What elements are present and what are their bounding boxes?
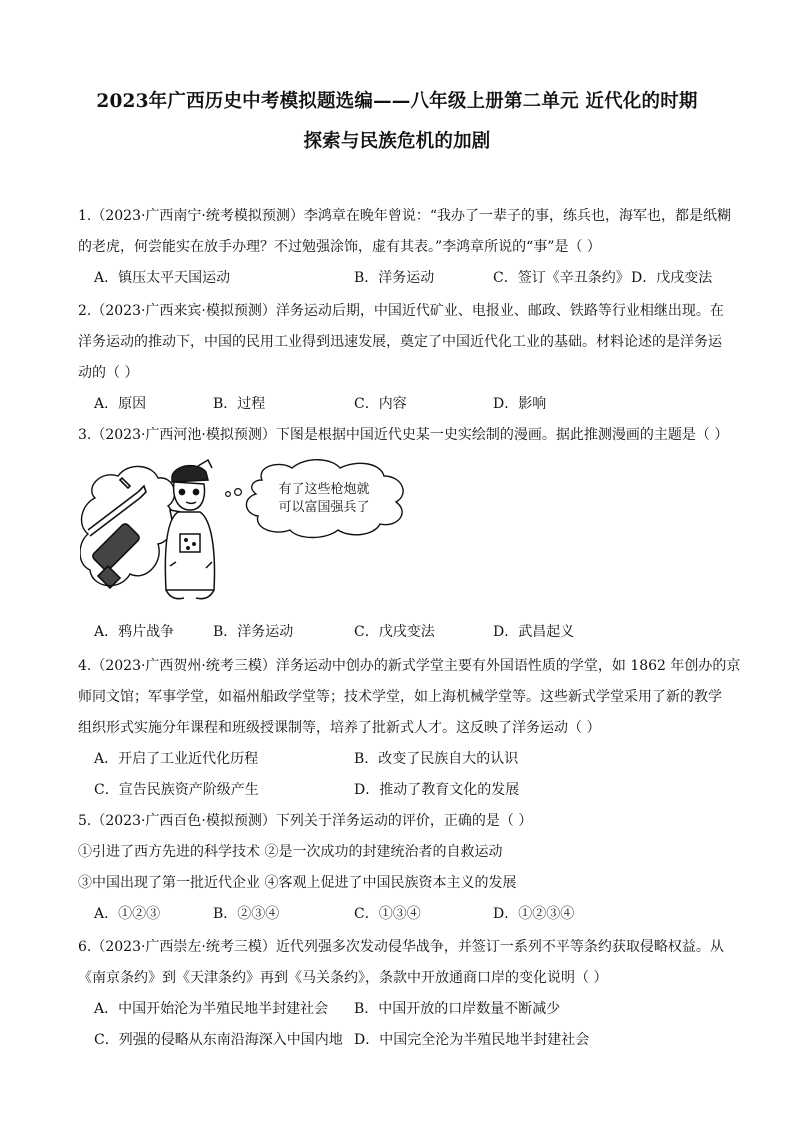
q3-option-a: A．鸦片战争 — [94, 624, 175, 640]
q4-option-a: A．开启了工业近代化历程 — [94, 751, 259, 767]
q2-option-d: D．影响 — [493, 396, 547, 412]
speech-text-line1: 有了这些枪炮就 — [278, 482, 370, 497]
q2-stem-line2: 洋务运动的推动下，中国的民用工业得到迅速发展，奠定了中国近代化工业的基础。材料论述的是洋务运 — [78, 334, 722, 350]
q4-stem-line1: 4.（2023·广西贺州·统考三模）洋务运动中创办的新式学堂主要有外国语性质的学堂，如 1862 年创办的京 — [78, 658, 741, 674]
q6-option-c: C．列强的侵略从东南沿海深入中国内地 — [94, 1032, 343, 1048]
q5-option-d: D．①②③④ — [493, 906, 575, 922]
q5-statement-3-4: ③中国出现了第一批近代企业 ④客观上促进了中国民族资本主义的发展 — [78, 875, 517, 891]
q2-stem-line3: 动的（ ） — [78, 365, 139, 381]
q5-option-b: B．②③④ — [213, 906, 280, 922]
q6-option-a: A．中国开始沦为半殖民地半封建社会 — [94, 1001, 329, 1017]
qing-official-figure — [165, 460, 214, 599]
q3-option-b: B．洋务运动 — [213, 624, 294, 640]
speech-cloud — [246, 460, 403, 538]
q2-option-a: A．原因 — [94, 396, 147, 412]
q3-cartoon — [80, 458, 450, 608]
page-title-line2: 探索与民族危机的加剧 — [303, 131, 491, 152]
speech-text-line2: 可以富国强兵了 — [278, 500, 370, 515]
q1-option-d: D．戊戌变法 — [631, 270, 713, 286]
q6-option-d: D．中国完全沦为半殖民地半封建社会 — [354, 1032, 590, 1048]
cannon-illustration — [91, 522, 140, 588]
q6-stem-line2: 《南京条约》到《天津条约》再到《马关条约》，条款中开放通商口岸的变化说明（ ） — [78, 970, 608, 986]
q1-option-b: B．洋务运动 — [354, 270, 435, 286]
q1-option-a: A．镇压太平天国运动 — [94, 270, 231, 286]
q2-option-c: C．内容 — [354, 396, 407, 412]
q3-option-c: C．戊戌变法 — [354, 624, 435, 640]
q2-stem-line1: 2.（2023·广西来宾·模拟预测）洋务运动后期，中国近代矿业、电报业、邮政、铁路等行业相继出现。在 — [78, 303, 724, 319]
q4-option-c: C．宣告民族资产阶级产生 — [94, 782, 259, 798]
q1-option-c: C．签订《辛丑条约》 — [493, 270, 630, 286]
q5-option-c: C．①③④ — [354, 906, 421, 922]
q5-option-a: A．①②③ — [94, 906, 161, 922]
rifle-illustration — [88, 478, 146, 536]
q2-option-b: B．过程 — [213, 396, 266, 412]
q1-stem-line2: 的老虎，何尝能实在放手办理？不过勉强涂饰，虚有其表。”李鸿章所说的“事”是（ ） — [78, 239, 601, 255]
q4-stem-line2: 师同文馆；军事学堂，如福州船政学堂等；技术学堂，如上海机械学堂等。这些新式学堂采用了新的教学 — [78, 689, 722, 705]
q6-option-b: B．中国开放的口岸数量不断减少 — [354, 1001, 561, 1017]
q6-stem-line1: 6.（2023·广西崇左·统考三模）近代列强多次发动侵华战争，并签订一系列不平等条约获取侵略权益。从 — [78, 939, 724, 955]
q4-stem-line3: 组织形式实施分年课程和班级授课制等，培养了批新式人才。这反映了洋务运动（ ） — [78, 720, 601, 736]
q4-option-d: D．推动了教育文化的发展 — [354, 782, 520, 798]
page-title-line1: 2023年广西历史中考模拟题选编——八年级上册第二单元 近代化的时期 — [96, 91, 698, 112]
q5-stem: 5.（2023·广西百色·模拟预测）下列关于洋务运动的评价，正确的是（ ） — [78, 813, 533, 829]
q3-stem: 3.（2023·广西河池·模拟预测）下图是根据中国近代史某一史实绘制的漫画。据此推测漫画的主题是（ ） — [78, 427, 729, 443]
q5-statement-1-2: ①引进了西方先进的科学技术 ②是一次成功的封建统治者的自救运动 — [78, 844, 503, 860]
q1-stem-line1: 1.（2023·广西南宁·统考模拟预测）李鸿章在晚年曾说：“我办了一辈子的事，练兵也，海军也，都是纸糊 — [78, 208, 732, 224]
q3-option-d: D．武昌起义 — [493, 624, 575, 640]
q4-option-b: B．改变了民族自大的认识 — [354, 751, 519, 767]
